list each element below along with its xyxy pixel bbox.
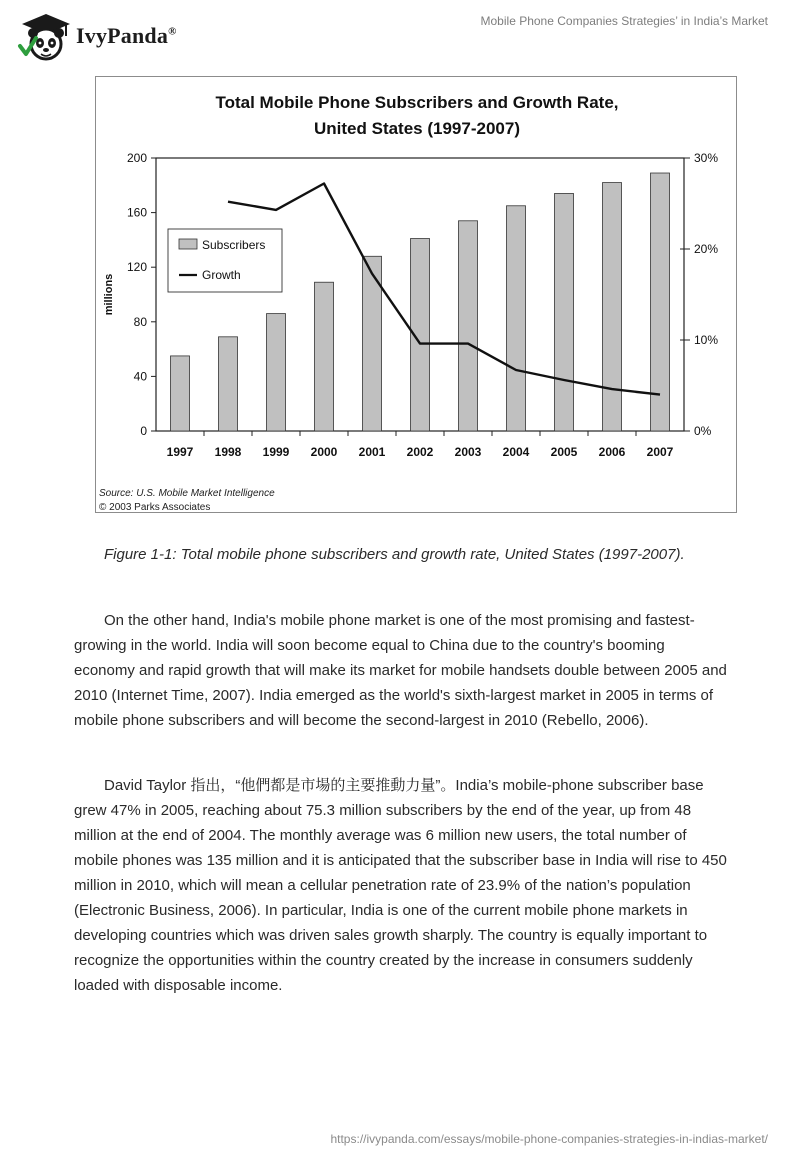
x-tick-label: 2001	[358, 445, 386, 459]
document-title: Mobile Phone Companies Strategies’ in India’s Market	[480, 14, 768, 28]
x-tick-label: 2002	[406, 445, 434, 459]
chart-title: United States (1997-2007)	[314, 119, 520, 138]
x-tick-label: 2006	[598, 445, 626, 459]
y-tick-label: 120	[126, 260, 147, 275]
bar-subscribers	[555, 193, 574, 431]
x-tick-label: 2003	[454, 445, 482, 459]
subscribers-growth-chart	[96, 77, 738, 514]
x-tick-label: 2007	[646, 445, 674, 459]
legend-swatch-subscribers	[179, 239, 197, 249]
bar-subscribers	[267, 314, 286, 431]
chart-title: Total Mobile Phone Subscribers and Growth Rate,	[215, 93, 619, 112]
y2-tick-label: 10%	[694, 333, 719, 347]
x-tick-label: 1997	[166, 445, 194, 459]
chart-figure	[95, 76, 737, 513]
y-tick-label: 200	[126, 151, 147, 165]
y2-tick-label: 30%	[694, 151, 719, 165]
y-tick-label: 160	[126, 205, 147, 220]
chart-copyright: © 2003 Parks Associates	[99, 502, 211, 513]
x-tick-label: 2005	[550, 445, 578, 459]
bar-subscribers	[171, 356, 190, 431]
y2-tick-label: 20%	[694, 242, 719, 256]
body-paragraph: David Taylor 指出，“他們都是市場的主要推動力量”。India’s mobile-phone subscriber base grew 47% in 2005, reaching about 75.3 million subscribers by the end of the year, up from 48 million at the end of 2004. The monthly average was 6 million new users, the total number of mobile phones was 135 million and it is anticipated that the subscriber base in India will rise to 450 million in 2010, which will mean a cellular penetration rate of 23.9% of the nation’s population (Electronic Business, 2006). In particular, India is one of the current mobile phone markets in developing countries which was driven sales growth sharply. The country is equally important to recognize the opportunities within the country created by the increase in consumers suddenly loaded with disposable income.	[74, 777, 727, 994]
x-tick-label: 2004	[502, 445, 530, 459]
bar-subscribers	[219, 337, 238, 431]
y2-tick-label: 0%	[694, 424, 712, 438]
legend-label: Subscribers	[202, 238, 266, 252]
x-tick-label: 1999	[262, 445, 290, 459]
body-paragraph: On the other hand, India's mobile phone market is one of the most promising and fastest-growing in the world. India will soon become equal to China due to the country's booming economy and rapid growth that will make its market for mobile handsets double between 2005 and 2010 (Internet Time, 2007). India emerged as the world's sixth-largest market in 2005 in terms of mobile phone subscribers and will become the second-largest in 2010 (Rebello, 2006).	[74, 612, 727, 729]
bar-subscribers	[459, 221, 478, 431]
legend-label: Growth	[202, 268, 241, 282]
page-header	[0, 0, 800, 70]
x-tick-label: 1998	[214, 445, 242, 459]
brand-logo[interactable]	[16, 8, 177, 64]
y-tick-label: 80	[133, 314, 147, 329]
growth-line	[228, 184, 660, 395]
bar-subscribers	[603, 183, 622, 431]
bar-subscribers	[507, 206, 526, 431]
y-tick-label: 40	[133, 369, 147, 384]
brand-name: IvyPanda®	[76, 23, 177, 48]
y-tick-label: 0	[140, 424, 147, 438]
bar-subscribers	[315, 282, 334, 431]
footer-url-link[interactable]: https://ivypanda.com/essays/mobile-phone-companies-strategies-in-indias-market/	[330, 1132, 768, 1146]
panda-logo-icon	[16, 8, 72, 64]
figure-caption: Figure 1-1: Total mobile phone subscribers and growth rate, United States (1997-2007).	[104, 546, 685, 563]
chart-source: Source: U.S. Mobile Market Intelligence	[99, 488, 275, 499]
bar-subscribers	[651, 173, 670, 431]
y-axis-label: millions	[103, 273, 115, 316]
x-tick-label: 2000	[310, 445, 338, 459]
